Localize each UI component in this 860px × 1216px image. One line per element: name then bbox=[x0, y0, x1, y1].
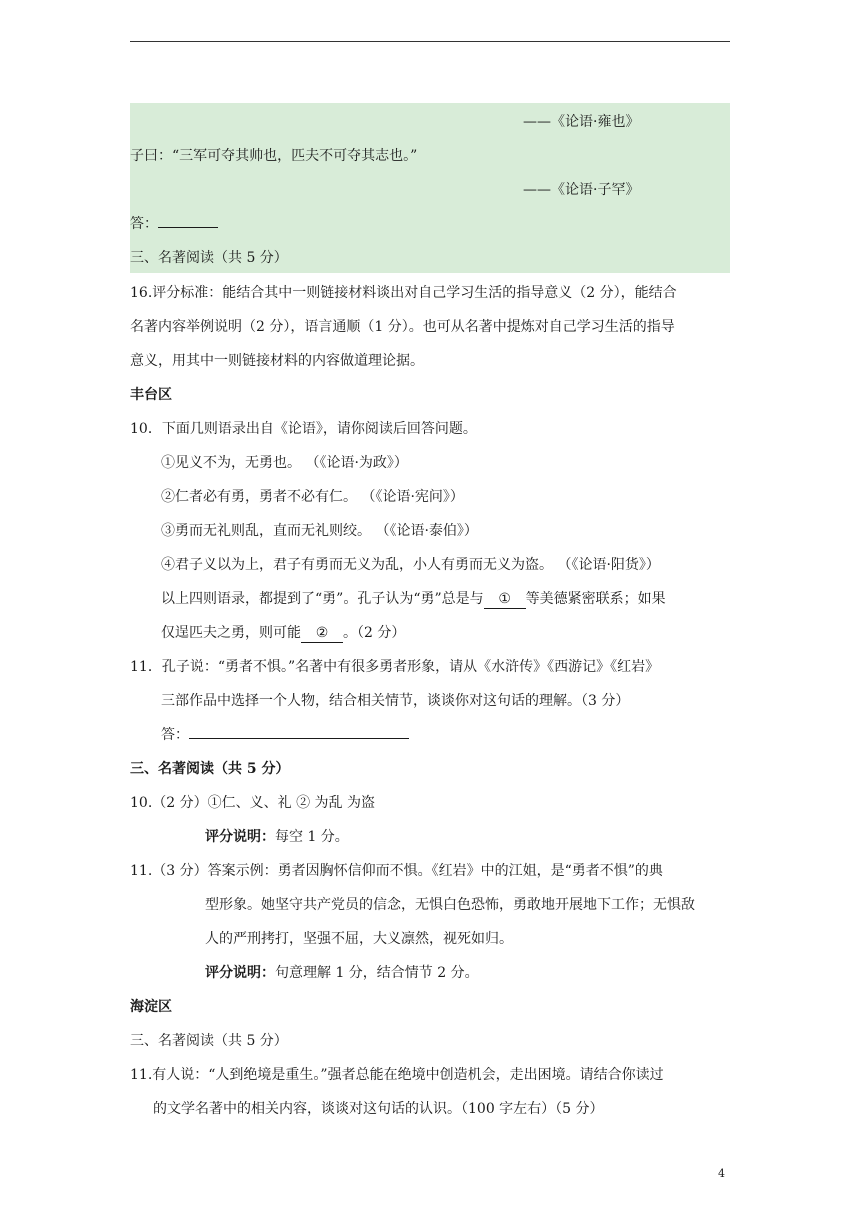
scoring-label: 评分说明： bbox=[205, 965, 275, 981]
quote-3: ③勇而无礼则乱，直而无礼则绞。 （《论语·泰伯》） bbox=[161, 523, 478, 539]
citation-yongye: ——《论语·雍也》 bbox=[523, 114, 640, 130]
q10-intro: 10．下面几则语录出自《论语》，请你阅读后回答问题。 bbox=[130, 421, 477, 437]
haidian-q11-line-1: 11.有人说：“人到绝境是重生。”强者总能在绝境中创造机会，走出困境。请结合你读过 bbox=[130, 1067, 664, 1083]
q10-question-line-2 bbox=[161, 623, 405, 643]
q10-text-pre: 仅逞匹夫之勇，则可能 bbox=[161, 625, 301, 641]
q10-text-post: 。（2 分） bbox=[343, 625, 406, 641]
scoring-text: 句意理解 1 分，结合情节 2 分。 bbox=[275, 965, 479, 981]
quote-4: ④君子义以为上，君子有勇而无义为乱，小人有勇而无义为盗。 （《论语·阳货》） bbox=[161, 557, 660, 573]
section-heading-fengtai: 三、名著阅读（共 5 分） bbox=[130, 761, 290, 777]
q10-text-pre: 以上四则语录，都提到了“勇”。孔子认为“勇”总是与 bbox=[161, 591, 484, 607]
answer-label: 答： bbox=[161, 727, 189, 743]
q10-question-line-1 bbox=[161, 589, 666, 609]
district-heading-haidian: 海淀区 bbox=[130, 999, 172, 1015]
answer-blank[interactable] bbox=[158, 227, 218, 228]
citation-zihan: ——《论语·子罕》 bbox=[523, 182, 640, 198]
answer-10: 10.（2 分）①仁、义、礼 ② 为乱 为盗 bbox=[130, 795, 375, 811]
q10-text-post: 等美德紧密联系；如果 bbox=[525, 591, 666, 607]
blank-2[interactable]: ② bbox=[301, 625, 343, 643]
answer-line-b bbox=[161, 725, 409, 745]
q16-line-1: 16.评分标准：能结合其中一则链接材料谈出对自己学习生活的指导意义（2 分），能结合 bbox=[130, 285, 677, 301]
answer-label: 答： bbox=[130, 216, 158, 232]
answer-11-line-2: 型形象。她坚守共产党员的信念，无惧白色恐怖，勇敢地开展地下工作；无惧敌 bbox=[205, 897, 695, 913]
page-number: 4 bbox=[718, 1167, 725, 1180]
header-rule bbox=[130, 41, 730, 42]
haidian-q11-line-2: 的文学名著中的相关内容，谈谈对这句话的认识。（100 字左右）（5 分） bbox=[153, 1101, 604, 1117]
answer-10-scoring bbox=[205, 827, 349, 847]
quote-2: ②仁者必有勇，勇者不必有仁。 （《论语·宪问》） bbox=[161, 489, 464, 505]
scoring-label: 评分说明： bbox=[205, 829, 275, 845]
section-heading-haidian: 三、名著阅读（共 5 分） bbox=[130, 1033, 288, 1049]
quote-1: ①见义不为，无勇也。 （《论语·为政》） bbox=[161, 455, 408, 471]
section-heading: 三、名著阅读（共 5 分） bbox=[130, 250, 288, 266]
answer-11-line-3: 人的严刑拷打，坚强不屈，大义凛然，视死如归。 bbox=[205, 931, 513, 947]
answer-11-scoring bbox=[205, 963, 479, 983]
q11-line-2: 三部作品中选择一个人物，结合相关情节，谈谈你对这句话的理解。（3 分） bbox=[161, 693, 630, 709]
quote-zihan: 子曰：“三军可夺其帅也，匹夫不可夺其志也。” bbox=[130, 148, 418, 164]
scoring-text: 每空 1 分。 bbox=[275, 829, 349, 845]
answer-blank[interactable] bbox=[189, 738, 409, 739]
district-heading-fengtai: 丰台区 bbox=[130, 387, 172, 403]
answer-line-a bbox=[130, 214, 218, 234]
q11-line-1: 11．孔子说：“勇者不惧。”名著中有很多勇者形象，请从《水浒传》《西游记》《红岩》 bbox=[130, 659, 660, 675]
blank-1[interactable]: ① bbox=[484, 591, 526, 609]
answer-11-line-1: 11.（3 分）答案示例：勇者因胸怀信仰而不惧。《红岩》中的江姐，是“勇者不惧”的典 bbox=[130, 863, 663, 879]
q16-line-3: 意义，用其中一则链接材料的内容做道理论据。 bbox=[130, 353, 424, 369]
q16-line-2: 名著内容举例说明（2 分），语言通顺（1 分）。也可从名著中提炼对自己学习生活的指导 bbox=[130, 319, 675, 335]
